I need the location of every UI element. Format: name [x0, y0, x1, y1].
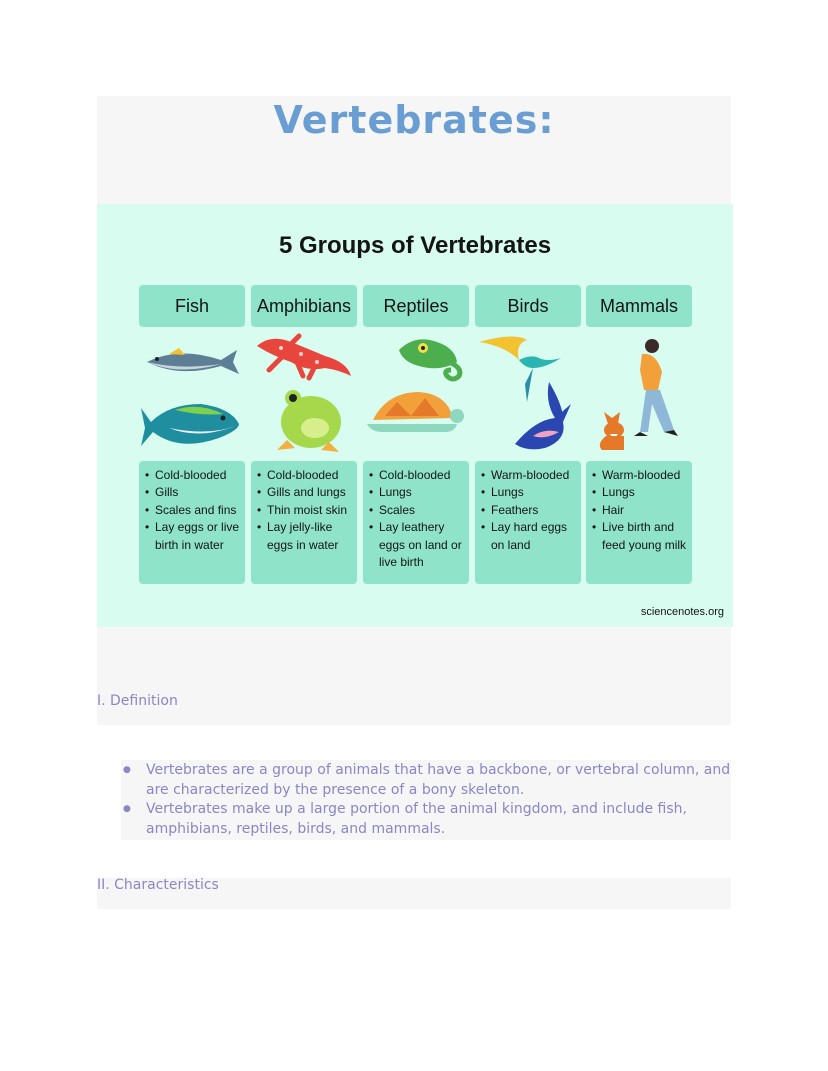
trait-item: • Lay hard eggs on land	[481, 519, 579, 554]
traits-fish	[139, 461, 245, 584]
title-band	[97, 96, 731, 204]
fish-illustration	[139, 332, 245, 456]
header-fish: Fish	[139, 285, 245, 327]
trait-item: • Hair	[592, 502, 690, 519]
mammals-illustration	[586, 332, 692, 456]
list-item: ● Vertebrates are a group of animals that have a backbone, or vertebral column, and are characterized by the presence of a bony skeleton.	[121, 761, 731, 800]
source-credit: sciencenotes.org	[640, 606, 724, 618]
trait-item: • Thin moist skin	[257, 502, 355, 519]
trait-item: • Feathers	[481, 502, 579, 519]
trait-item: • Lungs	[369, 484, 467, 501]
trait-item: • Lay jelly-like eggs in water	[257, 519, 355, 554]
header-amphibians: Amphibians	[251, 285, 357, 327]
trait-item: • Lay eggs or live birth in water	[145, 519, 243, 554]
header-reptiles: Reptiles	[363, 285, 469, 327]
trait-item: • Lungs	[592, 484, 690, 501]
traits-mammals	[586, 461, 692, 584]
definition-heading: I. Definition	[97, 693, 178, 709]
trait-item: • Lay leathery eggs on land or live birth	[369, 519, 467, 571]
trait-item: • Scales	[369, 502, 467, 519]
reptiles-illustration	[363, 332, 469, 456]
page-title: Vertebrates:	[273, 98, 555, 142]
characteristics-heading: II. Characteristics	[97, 877, 219, 893]
list-item: ● Vertebrates make up a large portion of the animal kingdom, and include fish, amphibians, reptiles, birds, and mammals.	[121, 800, 731, 839]
trait-item: • Live birth and feed young milk	[592, 519, 690, 554]
header-mammals: Mammals	[586, 285, 692, 327]
vertebrates-infographic	[97, 204, 733, 627]
trait-item: • Cold-blooded	[369, 467, 467, 484]
trait-item: • Lungs	[481, 484, 579, 501]
trait-item: • Cold-blooded	[145, 467, 243, 484]
definition-list	[121, 761, 731, 839]
trait-item: • Gills and lungs	[257, 484, 355, 501]
amphibians-illustration	[251, 332, 357, 456]
trait-item: • Scales and fins	[145, 502, 243, 519]
trait-item: • Warm-blooded	[481, 467, 579, 484]
traits-reptiles	[363, 461, 469, 584]
birds-illustration	[475, 332, 581, 456]
traits-amphibians	[251, 461, 357, 584]
trait-item: • Warm-blooded	[592, 467, 690, 484]
trait-item: • Gills	[145, 484, 243, 501]
infographic-title: 5 Groups of Vertebrates	[278, 232, 552, 259]
traits-birds	[475, 461, 581, 584]
header-birds: Birds	[475, 285, 581, 327]
definition-band	[97, 627, 731, 725]
trait-item: • Cold-blooded	[257, 467, 355, 484]
